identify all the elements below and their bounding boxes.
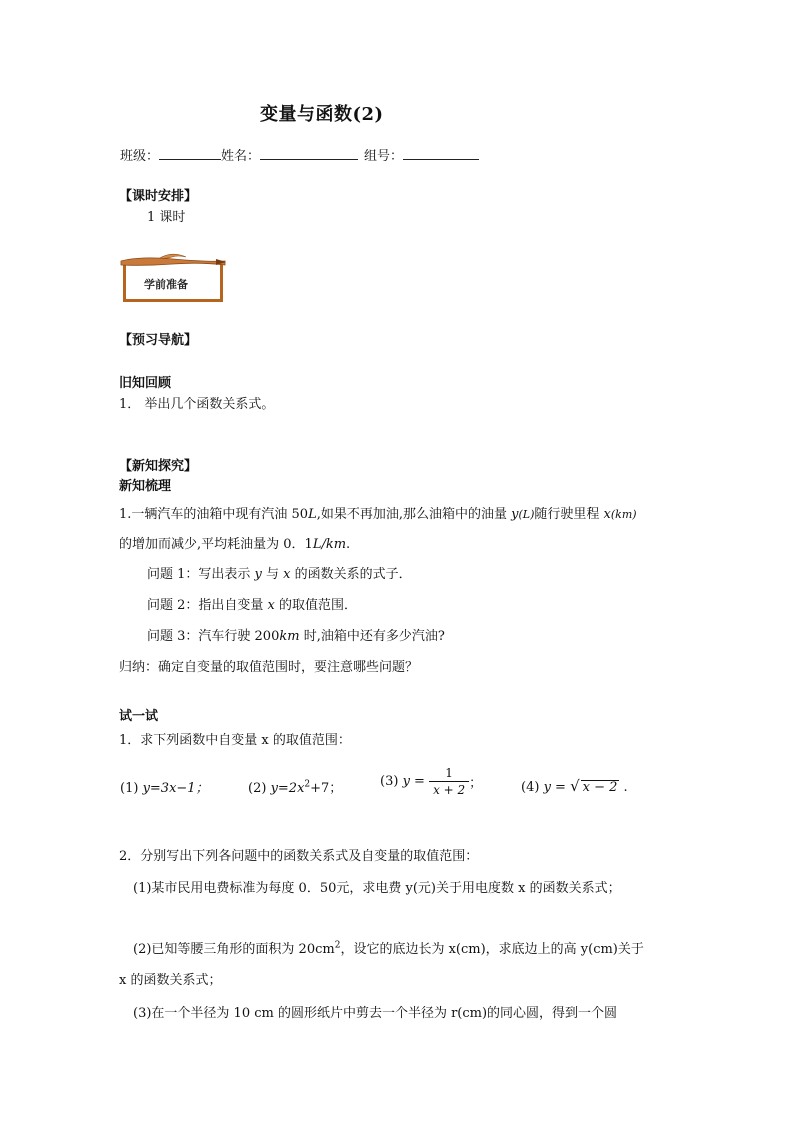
class-label: 班级： bbox=[120, 149, 160, 164]
name-blank[interactable] bbox=[260, 147, 358, 160]
fraction: $\frac{1}{x + 2}$ bbox=[429, 765, 469, 798]
review-item-1: 1． 举出几个函数关系式。 bbox=[119, 397, 275, 412]
sub-question-1: (1)某市民用电费标准为每度 0．50元，求电费 y(元)关于用电度数 x 的函数关系式； bbox=[133, 881, 621, 896]
student-info-line bbox=[120, 145, 479, 164]
question-3: 问题 3：汽车行驶 200km 时,油箱中还有多少汽油? bbox=[147, 629, 445, 644]
class-blank[interactable] bbox=[159, 147, 221, 160]
preview-heading: 【预习导航】 bbox=[119, 333, 198, 348]
function-4: (4) y = √ x − 2 . bbox=[521, 777, 628, 795]
name-label: 姓名： bbox=[221, 149, 261, 164]
review-subheading: 旧知回顾 bbox=[119, 376, 172, 391]
function-1: (1) y=3x−1； bbox=[120, 781, 209, 796]
problem-paragraph-line1: 1.一辆汽车的油箱中现有汽油 50L,如果不再加油,那么油箱中的油量 y(L)随行驶里程 x(km) bbox=[119, 507, 637, 522]
page-title: 变量与函数(2) bbox=[260, 104, 384, 125]
function-3: (3) y = $\frac{1}{x + 2}$ ； bbox=[380, 766, 483, 797]
problem-paragraph-line2: 的增加而减少,平均耗油量为 0．1L/km. bbox=[119, 537, 351, 552]
sqrt-icon: √ bbox=[570, 777, 580, 795]
try-heading: 试一试 bbox=[119, 709, 159, 724]
sub-question-2-line2: x 的函数关系式； bbox=[119, 973, 222, 988]
sub-question-3: (3)在一个半径为 10 cm 的圆形纸片中剪去一个半径为 r(cm)的同心圆，得到一个圆 bbox=[133, 1006, 618, 1021]
schedule-value: 1 课时 bbox=[147, 210, 186, 225]
newknow-heading: 【新知探究】 bbox=[119, 459, 198, 474]
badge-text: 学前准备 bbox=[144, 278, 188, 291]
sub-question-2-line1: (2)已知等腰三角形的面积为 $20cm^2$，设它的底边长为 x(cm)，求底边上的高 y(cm)关于 bbox=[133, 940, 644, 957]
try-question-1: 1．求下列函数中自变量 x 的取值范围： bbox=[119, 733, 351, 748]
try-question-2: 2．分别写出下列各问题中的函数关系式及自变量的取值范围： bbox=[119, 849, 479, 864]
group-blank[interactable] bbox=[403, 147, 479, 160]
question-1: 问题 1：写出表示 y 与 x 的函数关系的式子． bbox=[147, 567, 412, 582]
summary-prompt: 归纳：确定自变量的取值范围时，要注意哪些问题？ bbox=[119, 660, 419, 675]
group-label: 组号： bbox=[364, 149, 404, 164]
newknow-subheading: 新知梳理 bbox=[119, 479, 172, 494]
schedule-heading: 【课时安排】 bbox=[119, 189, 198, 204]
pre-study-badge bbox=[120, 253, 226, 303]
question-2: 问题 2：指出自变量 x 的取值范围． bbox=[147, 598, 358, 613]
function-2: (2) $y=2x^2+7$； bbox=[248, 779, 343, 796]
